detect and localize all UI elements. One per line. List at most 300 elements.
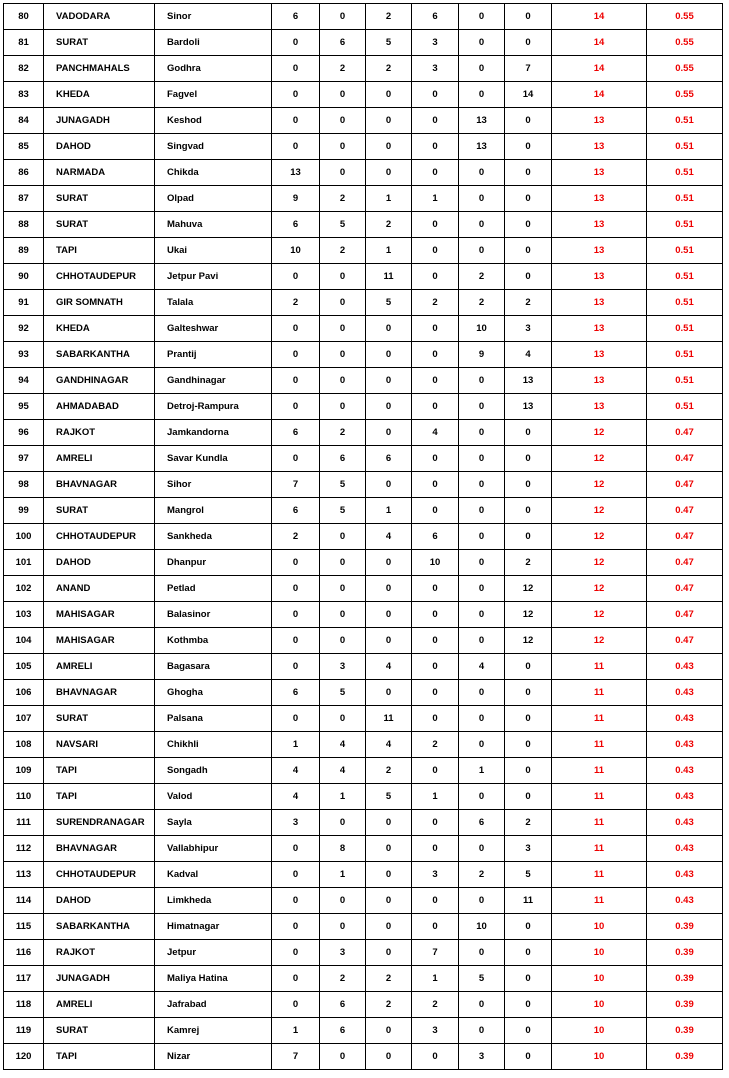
cell-value-2: 0	[320, 914, 366, 940]
cell-serial-no: 100	[4, 524, 44, 550]
cell-district: TAPI	[44, 758, 155, 784]
cell-value-1: 3	[272, 810, 320, 836]
cell-total: 11	[552, 758, 647, 784]
cell-value-1: 0	[272, 342, 320, 368]
cell-value-4: 3	[412, 862, 459, 888]
cell-value-6: 0	[505, 654, 552, 680]
cell-value-5: 0	[459, 628, 505, 654]
table-row	[4, 446, 723, 472]
cell-total: 13	[552, 238, 647, 264]
cell-value-4: 0	[412, 212, 459, 238]
cell-value-5: 6	[459, 810, 505, 836]
cell-value-1: 0	[272, 706, 320, 732]
cell-taluka: Nizar	[155, 1044, 272, 1070]
cell-total: 13	[552, 212, 647, 238]
cell-value-2: 5	[320, 472, 366, 498]
cell-value-1: 0	[272, 394, 320, 420]
table-row	[4, 420, 723, 446]
table-row	[4, 186, 723, 212]
cell-value-1: 9	[272, 186, 320, 212]
cell-value-1: 0	[272, 836, 320, 862]
cell-value-2: 0	[320, 4, 366, 30]
cell-value-1: 0	[272, 56, 320, 82]
cell-taluka: Godhra	[155, 56, 272, 82]
cell-value-4: 6	[412, 4, 459, 30]
table-row	[4, 134, 723, 160]
table-row	[4, 706, 723, 732]
cell-value-1: 6	[272, 498, 320, 524]
cell-serial-no: 106	[4, 680, 44, 706]
cell-value-4: 0	[412, 498, 459, 524]
cell-taluka: Ukai	[155, 238, 272, 264]
cell-value-6: 2	[505, 810, 552, 836]
table-row	[4, 30, 723, 56]
cell-value-6: 0	[505, 940, 552, 966]
cell-value-4: 0	[412, 82, 459, 108]
cell-value-1: 7	[272, 1044, 320, 1070]
cell-value-1: 2	[272, 524, 320, 550]
cell-value-6: 0	[505, 238, 552, 264]
table-row	[4, 1018, 723, 1044]
cell-district: SURAT	[44, 212, 155, 238]
table-row	[4, 992, 723, 1018]
cell-value-1: 0	[272, 264, 320, 290]
table-row	[4, 888, 723, 914]
cell-district: KHEDA	[44, 82, 155, 108]
cell-value-2: 5	[320, 680, 366, 706]
cell-value-1: 0	[272, 888, 320, 914]
cell-value-4: 0	[412, 264, 459, 290]
cell-value-2: 6	[320, 992, 366, 1018]
cell-district: KHEDA	[44, 316, 155, 342]
cell-value-3: 0	[366, 134, 412, 160]
cell-district: SURAT	[44, 1018, 155, 1044]
cell-total: 13	[552, 316, 647, 342]
cell-value-3: 2	[366, 992, 412, 1018]
cell-value-6: 5	[505, 862, 552, 888]
cell-value-6: 12	[505, 628, 552, 654]
cell-value-4: 0	[412, 368, 459, 394]
cell-value-5: 0	[459, 186, 505, 212]
cell-value-1: 0	[272, 966, 320, 992]
cell-total: 10	[552, 1044, 647, 1070]
cell-value-4: 0	[412, 914, 459, 940]
cell-value-2: 0	[320, 134, 366, 160]
cell-value-4: 3	[412, 56, 459, 82]
cell-value-6: 0	[505, 992, 552, 1018]
cell-value-4: 0	[412, 160, 459, 186]
cell-value-6: 0	[505, 108, 552, 134]
cell-value-2: 0	[320, 550, 366, 576]
cell-percent: 0.47	[647, 576, 723, 602]
cell-serial-no: 119	[4, 1018, 44, 1044]
cell-value-3: 5	[366, 30, 412, 56]
cell-serial-no: 91	[4, 290, 44, 316]
cell-percent: 0.47	[647, 550, 723, 576]
cell-taluka: Ghogha	[155, 680, 272, 706]
cell-value-3: 0	[366, 810, 412, 836]
cell-value-3: 0	[366, 368, 412, 394]
cell-serial-no: 107	[4, 706, 44, 732]
cell-percent: 0.43	[647, 862, 723, 888]
cell-percent: 0.51	[647, 108, 723, 134]
cell-value-3: 1	[366, 498, 412, 524]
cell-value-2: 2	[320, 238, 366, 264]
cell-value-5: 0	[459, 602, 505, 628]
table-row	[4, 82, 723, 108]
cell-taluka: Petlad	[155, 576, 272, 602]
cell-value-2: 1	[320, 784, 366, 810]
cell-value-3: 1	[366, 238, 412, 264]
cell-district: SURENDRANAGAR	[44, 810, 155, 836]
cell-value-1: 0	[272, 82, 320, 108]
cell-total: 13	[552, 134, 647, 160]
cell-value-4: 0	[412, 680, 459, 706]
cell-value-3: 0	[366, 680, 412, 706]
cell-district: TAPI	[44, 1044, 155, 1070]
cell-district: MAHISAGAR	[44, 602, 155, 628]
cell-value-3: 0	[366, 1018, 412, 1044]
cell-serial-no: 108	[4, 732, 44, 758]
cell-value-4: 0	[412, 758, 459, 784]
cell-serial-no: 110	[4, 784, 44, 810]
cell-total: 11	[552, 732, 647, 758]
cell-value-6: 7	[505, 56, 552, 82]
cell-value-5: 9	[459, 342, 505, 368]
cell-percent: 0.43	[647, 810, 723, 836]
cell-total: 11	[552, 810, 647, 836]
table-row	[4, 1044, 723, 1070]
cell-district: NAVSARI	[44, 732, 155, 758]
cell-value-5: 5	[459, 966, 505, 992]
cell-value-4: 1	[412, 186, 459, 212]
cell-percent: 0.43	[647, 836, 723, 862]
cell-value-3: 0	[366, 160, 412, 186]
cell-total: 10	[552, 966, 647, 992]
cell-value-2: 2	[320, 966, 366, 992]
cell-value-2: 0	[320, 108, 366, 134]
cell-taluka: Galteshwar	[155, 316, 272, 342]
cell-value-3: 2	[366, 966, 412, 992]
cell-total: 13	[552, 342, 647, 368]
cell-serial-no: 97	[4, 446, 44, 472]
table-row	[4, 966, 723, 992]
cell-value-6: 0	[505, 1018, 552, 1044]
cell-value-5: 2	[459, 290, 505, 316]
table-row	[4, 784, 723, 810]
cell-serial-no: 102	[4, 576, 44, 602]
cell-value-1: 0	[272, 628, 320, 654]
cell-serial-no: 103	[4, 602, 44, 628]
cell-serial-no: 113	[4, 862, 44, 888]
cell-value-2: 0	[320, 576, 366, 602]
cell-value-6: 0	[505, 212, 552, 238]
cell-taluka: Maliya Hatina	[155, 966, 272, 992]
cell-value-4: 10	[412, 550, 459, 576]
cell-serial-no: 89	[4, 238, 44, 264]
cell-serial-no: 104	[4, 628, 44, 654]
cell-percent: 0.51	[647, 342, 723, 368]
cell-taluka: Jetpur	[155, 940, 272, 966]
cell-total: 14	[552, 4, 647, 30]
cell-value-1: 0	[272, 992, 320, 1018]
cell-serial-no: 93	[4, 342, 44, 368]
cell-value-2: 5	[320, 212, 366, 238]
cell-value-5: 0	[459, 446, 505, 472]
cell-value-1: 4	[272, 784, 320, 810]
cell-total: 14	[552, 30, 647, 56]
cell-value-1: 4	[272, 758, 320, 784]
cell-serial-no: 94	[4, 368, 44, 394]
cell-district: CHHOTAUDEPUR	[44, 264, 155, 290]
cell-value-2: 5	[320, 498, 366, 524]
cell-serial-no: 80	[4, 4, 44, 30]
cell-value-1: 0	[272, 550, 320, 576]
cell-taluka: Sinor	[155, 4, 272, 30]
cell-district: TAPI	[44, 238, 155, 264]
cell-percent: 0.51	[647, 264, 723, 290]
cell-value-4: 0	[412, 238, 459, 264]
cell-value-5: 10	[459, 914, 505, 940]
cell-serial-no: 101	[4, 550, 44, 576]
cell-taluka: Bardoli	[155, 30, 272, 56]
cell-total: 12	[552, 498, 647, 524]
cell-percent: 0.43	[647, 888, 723, 914]
cell-value-1: 0	[272, 940, 320, 966]
cell-taluka: Songadh	[155, 758, 272, 784]
cell-value-1: 7	[272, 472, 320, 498]
table-row	[4, 550, 723, 576]
cell-total: 11	[552, 654, 647, 680]
cell-value-1: 0	[272, 862, 320, 888]
cell-serial-no: 92	[4, 316, 44, 342]
cell-value-1: 6	[272, 420, 320, 446]
cell-value-6: 0	[505, 1044, 552, 1070]
cell-value-5: 0	[459, 680, 505, 706]
cell-value-3: 0	[366, 316, 412, 342]
cell-value-1: 0	[272, 134, 320, 160]
cell-serial-no: 99	[4, 498, 44, 524]
cell-value-5: 1	[459, 758, 505, 784]
cell-value-3: 5	[366, 784, 412, 810]
cell-percent: 0.51	[647, 212, 723, 238]
cell-value-6: 4	[505, 342, 552, 368]
table-body	[4, 4, 723, 1070]
cell-value-3: 2	[366, 56, 412, 82]
cell-value-5: 0	[459, 524, 505, 550]
cell-taluka: Olpad	[155, 186, 272, 212]
table-row	[4, 238, 723, 264]
data-table	[3, 3, 723, 1070]
cell-total: 13	[552, 108, 647, 134]
cell-total: 12	[552, 524, 647, 550]
cell-value-3: 0	[366, 1044, 412, 1070]
cell-value-4: 2	[412, 992, 459, 1018]
cell-percent: 0.43	[647, 706, 723, 732]
cell-value-4: 0	[412, 836, 459, 862]
cell-district: SURAT	[44, 706, 155, 732]
cell-district: PANCHMAHALS	[44, 56, 155, 82]
cell-value-5: 0	[459, 30, 505, 56]
cell-value-5: 0	[459, 56, 505, 82]
table-row	[4, 56, 723, 82]
cell-value-4: 3	[412, 30, 459, 56]
cell-percent: 0.51	[647, 238, 723, 264]
cell-taluka: Himatnagar	[155, 914, 272, 940]
cell-total: 10	[552, 940, 647, 966]
cell-district: SABARKANTHA	[44, 914, 155, 940]
cell-total: 11	[552, 680, 647, 706]
cell-value-6: 0	[505, 186, 552, 212]
cell-value-2: 0	[320, 264, 366, 290]
cell-value-3: 2	[366, 758, 412, 784]
cell-value-4: 0	[412, 134, 459, 160]
cell-value-5: 0	[459, 706, 505, 732]
cell-value-4: 0	[412, 472, 459, 498]
cell-percent: 0.47	[647, 498, 723, 524]
cell-value-4: 0	[412, 810, 459, 836]
cell-value-2: 3	[320, 940, 366, 966]
cell-district: BHAVNAGAR	[44, 472, 155, 498]
cell-value-2: 1	[320, 862, 366, 888]
table-row	[4, 212, 723, 238]
cell-percent: 0.47	[647, 420, 723, 446]
cell-serial-no: 87	[4, 186, 44, 212]
cell-district: ANAND	[44, 576, 155, 602]
cell-percent: 0.47	[647, 602, 723, 628]
cell-district: DAHOD	[44, 134, 155, 160]
cell-value-6: 0	[505, 30, 552, 56]
cell-value-5: 10	[459, 316, 505, 342]
cell-value-1: 6	[272, 4, 320, 30]
cell-value-1: 0	[272, 316, 320, 342]
cell-value-6: 13	[505, 394, 552, 420]
cell-value-4: 0	[412, 108, 459, 134]
cell-district: MAHISAGAR	[44, 628, 155, 654]
cell-value-2: 8	[320, 836, 366, 862]
cell-value-4: 2	[412, 732, 459, 758]
table-row	[4, 108, 723, 134]
cell-value-6: 2	[505, 550, 552, 576]
cell-taluka: Keshod	[155, 108, 272, 134]
cell-value-5: 0	[459, 940, 505, 966]
cell-value-5: 0	[459, 732, 505, 758]
table-row	[4, 758, 723, 784]
cell-serial-no: 105	[4, 654, 44, 680]
cell-total: 10	[552, 914, 647, 940]
cell-serial-no: 85	[4, 134, 44, 160]
cell-taluka: Jetpur Pavi	[155, 264, 272, 290]
cell-value-3: 0	[366, 550, 412, 576]
cell-taluka: Sankheda	[155, 524, 272, 550]
cell-percent: 0.51	[647, 368, 723, 394]
cell-value-6: 12	[505, 576, 552, 602]
cell-value-3: 0	[366, 394, 412, 420]
cell-value-5: 0	[459, 888, 505, 914]
cell-value-6: 0	[505, 914, 552, 940]
cell-value-4: 0	[412, 628, 459, 654]
cell-serial-no: 109	[4, 758, 44, 784]
cell-district: GANDHINAGAR	[44, 368, 155, 394]
cell-district: AMRELI	[44, 654, 155, 680]
table-row	[4, 654, 723, 680]
cell-taluka: Detroj-Rampura	[155, 394, 272, 420]
cell-value-6: 0	[505, 784, 552, 810]
cell-serial-no: 86	[4, 160, 44, 186]
cell-value-5: 0	[459, 212, 505, 238]
cell-serial-no: 98	[4, 472, 44, 498]
cell-taluka: Jafrabad	[155, 992, 272, 1018]
cell-value-2: 4	[320, 758, 366, 784]
cell-serial-no: 117	[4, 966, 44, 992]
cell-serial-no: 83	[4, 82, 44, 108]
cell-district: AHMADABAD	[44, 394, 155, 420]
cell-taluka: Mangrol	[155, 498, 272, 524]
table-row	[4, 602, 723, 628]
cell-value-3: 2	[366, 4, 412, 30]
cell-total: 12	[552, 550, 647, 576]
cell-value-1: 1	[272, 732, 320, 758]
table-row	[4, 810, 723, 836]
cell-value-2: 0	[320, 394, 366, 420]
cell-value-4: 4	[412, 420, 459, 446]
cell-district: BHAVNAGAR	[44, 836, 155, 862]
cell-value-1: 6	[272, 680, 320, 706]
cell-serial-no: 118	[4, 992, 44, 1018]
cell-value-3: 6	[366, 446, 412, 472]
cell-value-1: 0	[272, 576, 320, 602]
cell-value-5: 0	[459, 238, 505, 264]
cell-district: VADODARA	[44, 4, 155, 30]
cell-value-6: 0	[505, 446, 552, 472]
table-row	[4, 576, 723, 602]
cell-value-5: 0	[459, 1018, 505, 1044]
cell-value-6: 0	[505, 472, 552, 498]
cell-district: CHHOTAUDEPUR	[44, 524, 155, 550]
cell-value-3: 2	[366, 212, 412, 238]
cell-value-2: 0	[320, 602, 366, 628]
table-row	[4, 160, 723, 186]
cell-value-3: 0	[366, 914, 412, 940]
cell-value-5: 3	[459, 1044, 505, 1070]
cell-value-6: 2	[505, 290, 552, 316]
cell-value-2: 0	[320, 1044, 366, 1070]
cell-value-1: 0	[272, 30, 320, 56]
cell-district: NARMADA	[44, 160, 155, 186]
cell-taluka: Gandhinagar	[155, 368, 272, 394]
cell-value-5: 0	[459, 82, 505, 108]
cell-total: 12	[552, 472, 647, 498]
table-row	[4, 524, 723, 550]
cell-value-4: 1	[412, 966, 459, 992]
cell-value-3: 0	[366, 940, 412, 966]
cell-taluka: Talala	[155, 290, 272, 316]
cell-percent: 0.39	[647, 966, 723, 992]
cell-taluka: Sihor	[155, 472, 272, 498]
cell-value-1: 13	[272, 160, 320, 186]
cell-total: 11	[552, 706, 647, 732]
cell-taluka: Valod	[155, 784, 272, 810]
cell-percent: 0.43	[647, 654, 723, 680]
cell-percent: 0.51	[647, 316, 723, 342]
cell-total: 12	[552, 602, 647, 628]
cell-value-6: 0	[505, 524, 552, 550]
cell-percent: 0.55	[647, 4, 723, 30]
cell-value-3: 0	[366, 836, 412, 862]
cell-total: 11	[552, 888, 647, 914]
cell-value-2: 0	[320, 888, 366, 914]
cell-percent: 0.43	[647, 784, 723, 810]
